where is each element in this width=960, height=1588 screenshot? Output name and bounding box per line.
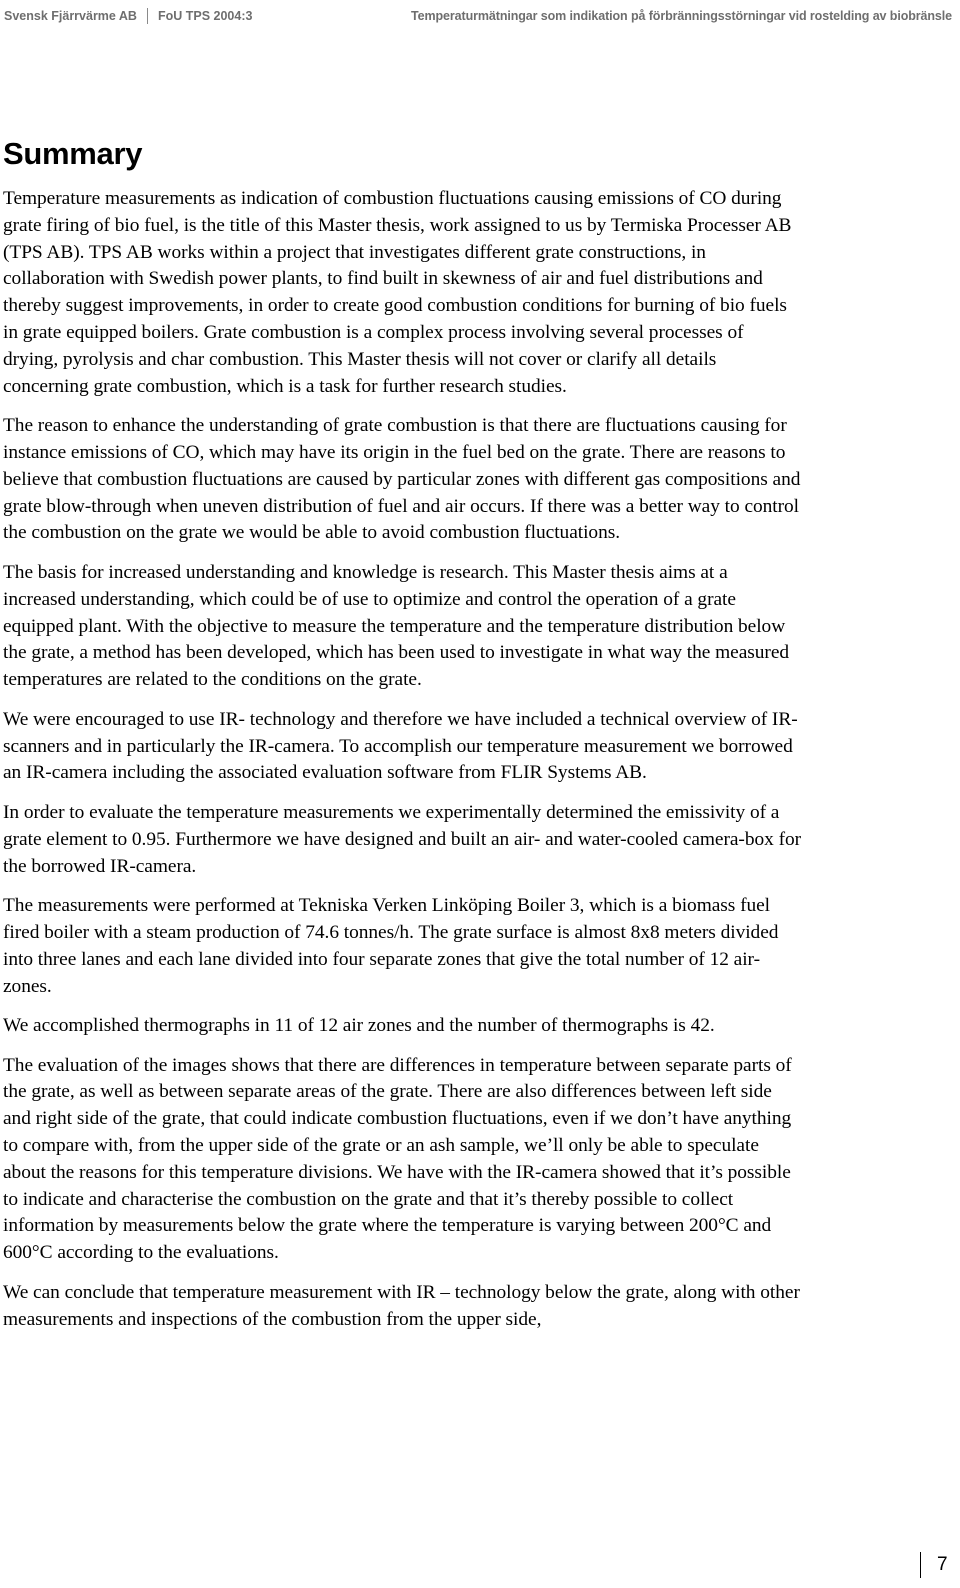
paragraph-measurement-site: The measurements were performed at Tekniska Verken Linköping Boiler 3, which is a biomass fuel fired boiler with a steam production of 74.6 tonnes/h. The grate surface is almost 8x8 meters divided into three lanes and each lane divided into four separate zones that give the total number of 12 air-zones. [3, 895, 779, 997]
header-separator [147, 8, 148, 24]
header-report-title: Temperaturmätningar som indikation på förbränningsstörningar vid rostelding av biobränsle [411, 9, 952, 23]
page-number-rule [920, 1552, 921, 1578]
paragraph-evaluation: The evaluation of the images shows that there are differences in temperature between separate parts of the grate, as well as between separate areas of the grate. There are also differences between left side and right side of the grate, that could indicate combustion fluctuations, even if we don’t have anything to compare with, from the upper side of the grate or an ash sample, we’ll only be able to speculate about the reasons for this temperature divisions. We have with the IR-camera showed that it’s possible to indicate and characterise the combustion on the grate and that it’s thereby possible to collect information by measurements below the grate where the temperature is varying between 200°C and 600°C according to the evaluations. [3, 1054, 792, 1264]
page-number-block [920, 1552, 948, 1578]
paragraph-ir-technology: We were encouraged to use IR- technology and therefore we have included a technical overview of IR-scanners and in particularly the IR-camera. To accomplish our temperature measurement we borrowed an IR-camera including the associated evaluation software from FLIR Systems AB. [3, 708, 798, 784]
paragraph-motivation: The reason to enhance the understanding of grate combustion is that there are fluctuations causing for instance emissions of CO, which may have its origin in the fuel bed on the grate. There are reasons to believe that combustion fluctuations are caused by particular zones with different gas compositions and grate blow-through when uneven distribution of fuel and air occurs. If there was a better way to control the combustion on the grate we would be able to avoid combustion fluctuations. [3, 415, 801, 544]
paragraph-conclusion: We can conclude that temperature measurement with IR – technology below the grate, along with other measurements and inspections of the combustion from the upper side, [3, 1281, 800, 1330]
section-title: Summary [3, 136, 143, 171]
paragraph-objective: The basis for increased understanding and knowledge is research. This Master thesis aims at a increased understanding, which could be of use to optimize and control the operation of a grate equipped plant. With the objective to measure the temperature and the temperature distribution below the grate, a method has been developed, which has been used to investigate in what way the measured temperatures are related to the conditions on the grate. [3, 561, 790, 691]
summary-body [3, 186, 803, 1346]
page-number: 7 [937, 1554, 948, 1575]
paragraph-thermographs: We accomplished thermographs in 11 of 12 air zones and the number of thermographs is 42. [3, 1015, 715, 1037]
paragraph-intro: Temperature measurements as indication of combustion fluctuations causing emissions of CO during grate firing of bio fuel, is the title of this Master thesis, work assigned to us by Termiska Processer AB (TPS AB). TPS AB works within a project that investigates different grate constructions, in collaboration with Swedish power plants, to find built in skewness of air and fuel distributions and thereby suggest improvements, in order to create good combustion conditions for burning of bio fuels in grate equipped boilers. Grate combustion is a complex process involving several processes of drying, pyrolysis and char combustion. This Master thesis will not cover or clarify all details concerning grate combustion, which is a task for further research studies. [3, 188, 792, 397]
running-header [4, 6, 952, 26]
header-organization: Svensk Fjärrvärme AB [4, 9, 137, 23]
header-report-code: FoU TPS 2004:3 [157, 9, 253, 23]
paragraph-emissivity: In order to evaluate the temperature measurements we experimentally determined the emissivity of a grate element to 0.95. Furthermore we have designed and built an air- and water-cooled camera-box for the borrowed IR-camera. [3, 801, 802, 877]
